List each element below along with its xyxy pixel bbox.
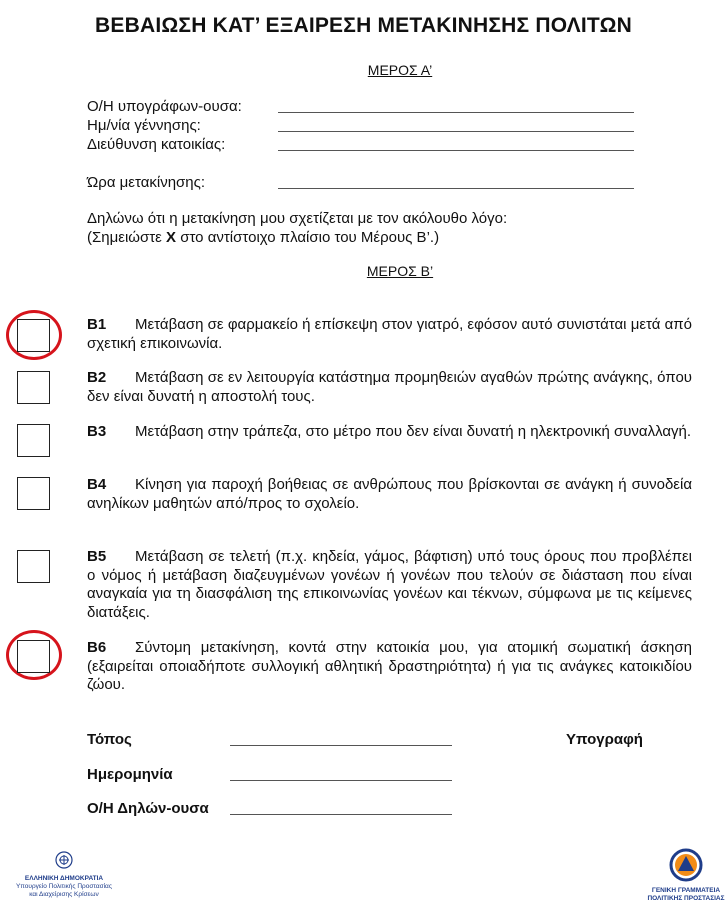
checkbox-b2[interactable] — [17, 371, 50, 404]
checkbox-b6[interactable] — [17, 640, 50, 673]
option-text: Μετάβαση στην τράπεζα, στο μέτρο που δεν είναι δυνατή η ηλεκτρονική συναλλαγή. — [135, 423, 692, 440]
civil-protection-logo-line2: ΠΟΛΙΤΙΚΗΣ ΠΡΟΣΤΑΣΙΑΣ — [647, 895, 725, 902]
checkbox-b5[interactable] — [17, 550, 50, 583]
option-text: Μετάβαση σε εν λειτουργία κατάστημα προμηθειών αγαθών πρώτης ανάγκης, όπου δεν είναι δυνατή η αποστολή τους. — [87, 369, 692, 405]
option-text: Μετάβαση σε τελετή (π.χ. κηδεία, γάμος, βάφτιση) υπό τους όρους που προβλέπει ο νόμος ή μετάβαση διαζευγμένων γονέων ή γονέων που τελούν σε διάσταση που είναι αναγκαία για τη διασφάλιση της επικοινωνίας γονέων και τέκνων, σύμφωνα με τις κείμενες διατάξεις. — [87, 548, 692, 621]
ministry-logo-line3: και Διαχείρισης Κρίσεων — [29, 891, 99, 898]
ministry-logo-line1: ΕΛΛΗΝΙΚΗ ΔΗΜΟΚΡΑΤΙΑ — [24, 875, 104, 882]
declaration-note-x: Χ — [166, 229, 177, 246]
ministry-logo-line2: Υπουργείο Πολιτικής Προστασίας — [16, 883, 112, 890]
ministry-logo — [8, 850, 120, 899]
birthdate-field[interactable] — [278, 131, 634, 132]
declarant-field[interactable] — [230, 814, 452, 815]
date-field[interactable] — [230, 780, 452, 781]
declaration-note-post: στο αντίστοιχο πλαίσιο του Μέρους Β’.) — [176, 229, 440, 246]
departure-time-field[interactable] — [278, 188, 634, 189]
place-label: Τόπος — [87, 731, 132, 748]
declaration-line: Δηλώνω ότι η μετακίνηση μου σχετίζεται με τον ακόλουθο λόγο: — [87, 210, 508, 227]
address-label: Διεύθυνση κατοικίας: — [87, 136, 226, 153]
declaration-note — [87, 229, 439, 247]
date-label: Ημερομηνία — [87, 766, 173, 783]
part-a-heading: ΜΕΡΟΣ Α’ — [367, 62, 433, 78]
civil-protection-logo-line1: ΓΕΝΙΚΗ ΓΡΑΜΜΑΤΕΙΑ — [651, 887, 721, 894]
option-b4 — [87, 476, 692, 513]
option-b5 — [87, 548, 692, 622]
declarant-label: Ο/Η Δηλών-ουσα — [87, 800, 209, 817]
option-code: Β6 — [87, 639, 107, 656]
option-b6 — [87, 639, 692, 695]
option-code: Β1 — [87, 316, 107, 333]
option-code: Β2 — [87, 369, 107, 386]
checkbox-b3[interactable] — [17, 424, 50, 457]
checkbox-b1[interactable] — [17, 319, 50, 352]
civil-protection-emblem-icon — [646, 848, 726, 882]
departure-time-label: Ώρα μετακίνησης: — [87, 174, 206, 191]
option-b3 — [87, 423, 692, 442]
signer-field[interactable] — [278, 112, 634, 113]
address-field[interactable] — [278, 150, 634, 151]
option-text: Κίνηση για παροχή βοήθειας σε ανθρώπους που βρίσκονται σε ανάγκη ή συνοδεία ανηλίκων μαθητών από/προς το σχολείο. — [87, 476, 692, 512]
option-text: Μετάβαση σε φαρμακείο ή επίσκεψη στον γιατρό, εφόσον αυτό συνιστάται μετά από σχετική επικοινωνία. — [87, 316, 692, 352]
option-b1 — [87, 316, 692, 353]
signature-label: Υπογραφή — [566, 731, 643, 748]
option-code: Β3 — [87, 423, 107, 440]
greek-emblem-icon — [8, 850, 120, 870]
birthdate-label: Ημ/νία γέννησης: — [87, 117, 201, 134]
civil-protection-logo — [646, 848, 726, 903]
option-text: Σύντομη μετακίνηση, κοντά στην κατοικία μου, για ατομική σωματική άσκηση (εξαιρείται οποιαδήποτε συλλογική αθλητική δραστηριότητα) ή για τις ανάγκες κατοικιδίου ζώου. — [87, 639, 692, 693]
option-b2 — [87, 369, 692, 406]
document-title: ΒΕΒΑΙΩΣΗ ΚΑΤ’ ΕΞΑΙΡΕΣΗ ΜΕΤΑΚΙΝΗΣΗΣ ΠΟΛΙΤΩΝ — [95, 14, 632, 37]
option-code: Β5 — [87, 548, 107, 565]
checkbox-b4[interactable] — [17, 477, 50, 510]
option-code: Β4 — [87, 476, 107, 493]
signer-label: Ο/Η υπογράφων-ουσα: — [87, 98, 242, 115]
part-b-heading: ΜΕΡΟΣ Β’ — [366, 263, 434, 279]
declaration-note-pre: (Σημειώστε — [87, 229, 167, 246]
place-field[interactable] — [230, 745, 452, 746]
